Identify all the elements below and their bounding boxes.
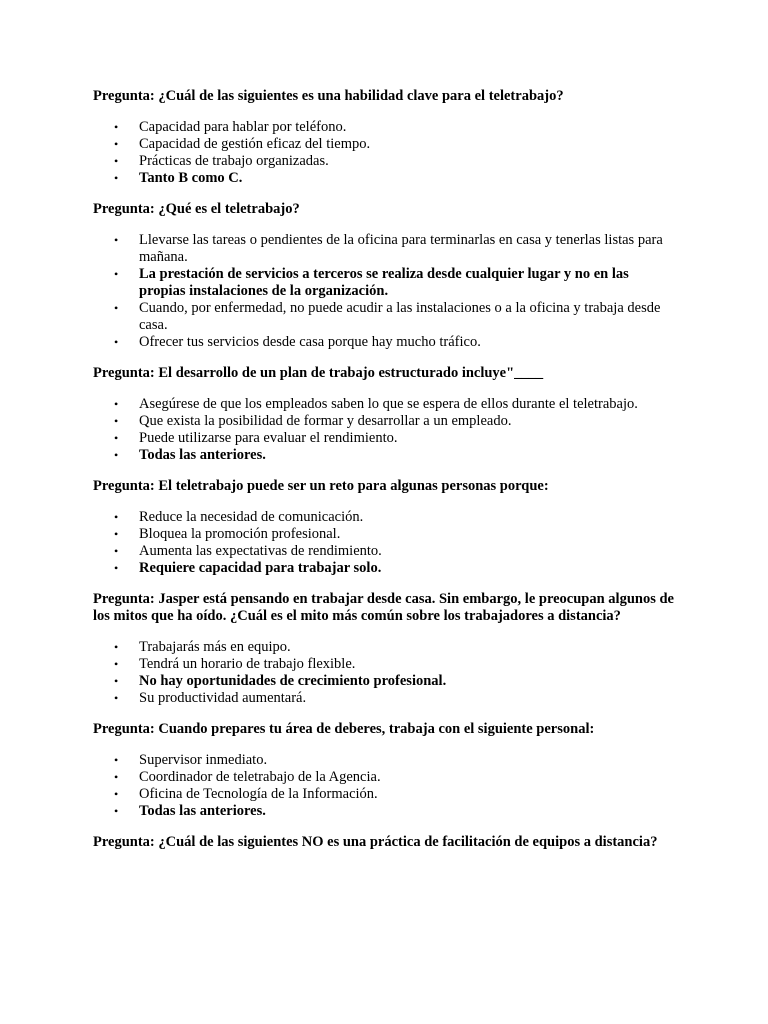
option-item-correct xyxy=(93,560,678,577)
option-item xyxy=(93,136,678,153)
option-list xyxy=(93,232,678,351)
option-text: Su productividad aumentará. xyxy=(139,690,307,706)
question-block xyxy=(93,88,678,187)
option-text: Cuando, por enfermedad, no puede acudir a las instalaciones o a la oficina y trabaja desde casa. xyxy=(139,300,661,333)
option-text: Llevarse las tareas o pendientes de la oficina para terminarlas en casa y tenerlas listas para mañana. xyxy=(139,232,663,265)
option-text: Todas las anteriores. xyxy=(139,803,266,819)
option-item xyxy=(93,396,678,413)
option-list xyxy=(93,119,678,187)
option-text: Coordinador de teletrabajo de la Agencia. xyxy=(139,769,381,785)
question-block xyxy=(93,478,678,577)
bullet-icon: • xyxy=(114,448,119,462)
bullet-icon: • xyxy=(114,804,119,818)
option-item-correct xyxy=(93,170,678,187)
bullet-icon: • xyxy=(114,171,119,185)
option-text: La prestación de servicios a terceros se realiza desde cualquier lugar y no en las propias instalaciones de la organización. xyxy=(139,266,629,299)
bullet-icon: • xyxy=(114,674,119,688)
question-text: Pregunta: Cuando prepares tu área de deberes, trabaja con el siguiente personal: xyxy=(93,721,595,737)
bullet-icon: • xyxy=(114,414,119,428)
bullet-icon: • xyxy=(114,154,119,168)
option-text: Oficina de Tecnología de la Información. xyxy=(139,786,378,802)
question-text: Pregunta: ¿Qué es el teletrabajo? xyxy=(93,201,300,217)
question-block xyxy=(93,591,678,707)
bullet-icon: • xyxy=(114,335,119,349)
bullet-icon: • xyxy=(114,301,119,315)
bullet-icon: • xyxy=(114,544,119,558)
bullet-icon: • xyxy=(114,527,119,541)
option-text: Puede utilizarse para evaluar el rendimiento. xyxy=(139,430,398,446)
option-item xyxy=(93,300,678,334)
option-text: Requiere capacidad para trabajar solo. xyxy=(139,560,382,576)
bullet-icon: • xyxy=(114,120,119,134)
option-item-correct xyxy=(93,447,678,464)
option-text: No hay oportunidades de crecimiento profesional. xyxy=(139,673,447,689)
bullet-icon: • xyxy=(114,233,119,247)
option-list xyxy=(93,509,678,577)
question-block xyxy=(93,365,678,464)
bullet-icon: • xyxy=(114,397,119,411)
question-block xyxy=(93,201,678,351)
option-text: Capacidad para hablar por teléfono. xyxy=(139,119,347,135)
question-text: Pregunta: ¿Cuál de las siguientes es una habilidad clave para el teletrabajo? xyxy=(93,88,564,104)
option-item xyxy=(93,334,678,351)
option-text: Prácticas de trabajo organizadas. xyxy=(139,153,329,169)
question-text: Pregunta: Jasper está pensando en trabajar desde casa. Sin embargo, le preocupan algunos de los mitos que ha oído. ¿Cuál es el mito más común sobre los trabajadores a distancia? xyxy=(93,591,674,624)
option-item-correct xyxy=(93,673,678,690)
option-item xyxy=(93,509,678,526)
option-list xyxy=(93,639,678,707)
option-item xyxy=(93,656,678,673)
bullet-icon: • xyxy=(114,770,119,784)
option-item xyxy=(93,119,678,136)
option-item xyxy=(93,690,678,707)
question-text: Pregunta: ¿Cuál de las siguientes NO es una práctica de facilitación de equipos a distancia? xyxy=(93,834,658,850)
option-item xyxy=(93,430,678,447)
bullet-icon: • xyxy=(114,510,119,524)
option-list xyxy=(93,396,678,464)
option-item xyxy=(93,786,678,803)
option-item xyxy=(93,639,678,656)
option-item-correct xyxy=(93,266,678,300)
option-text: Ofrecer tus servicios desde casa porque hay mucho tráfico. xyxy=(139,334,481,350)
option-text: Todas las anteriores. xyxy=(139,447,266,463)
option-item xyxy=(93,526,678,543)
question-block xyxy=(93,834,678,851)
option-text: Supervisor inmediato. xyxy=(139,752,268,768)
bullet-icon: • xyxy=(114,691,119,705)
bullet-icon: • xyxy=(114,787,119,801)
question-block xyxy=(93,721,678,820)
bullet-icon: • xyxy=(114,753,119,767)
option-text: Capacidad de gestión eficaz del tiempo. xyxy=(139,136,371,152)
option-item xyxy=(93,153,678,170)
option-list xyxy=(93,752,678,820)
option-text: Trabajarás más en equipo. xyxy=(139,639,291,655)
option-item xyxy=(93,232,678,266)
option-item xyxy=(93,413,678,430)
option-item xyxy=(93,752,678,769)
question-text: Pregunta: El desarrollo de un plan de trabajo estructurado incluye"____ xyxy=(93,365,544,381)
bullet-icon: • xyxy=(114,431,119,445)
option-text: Tendrá un horario de trabajo flexible. xyxy=(139,656,356,672)
option-text: Bloquea la promoción profesional. xyxy=(139,526,341,542)
bullet-icon: • xyxy=(114,137,119,151)
option-item-correct xyxy=(93,803,678,820)
bullet-icon: • xyxy=(114,267,119,281)
bullet-icon: • xyxy=(114,657,119,671)
option-item xyxy=(93,769,678,786)
option-text: Reduce la necesidad de comunicación. xyxy=(139,509,364,525)
option-text: Tanto B como C. xyxy=(139,170,243,186)
option-item xyxy=(93,543,678,560)
question-text: Pregunta: El teletrabajo puede ser un reto para algunas personas porque: xyxy=(93,478,549,494)
option-text: Asegúrese de que los empleados saben lo que se espera de ellos durante el teletrabajo. xyxy=(139,396,638,412)
option-text: Que exista la posibilidad de formar y desarrollar a un empleado. xyxy=(139,413,512,429)
option-text: Aumenta las expectativas de rendimiento. xyxy=(139,543,382,559)
bullet-icon: • xyxy=(114,561,119,575)
bullet-icon: • xyxy=(114,640,119,654)
